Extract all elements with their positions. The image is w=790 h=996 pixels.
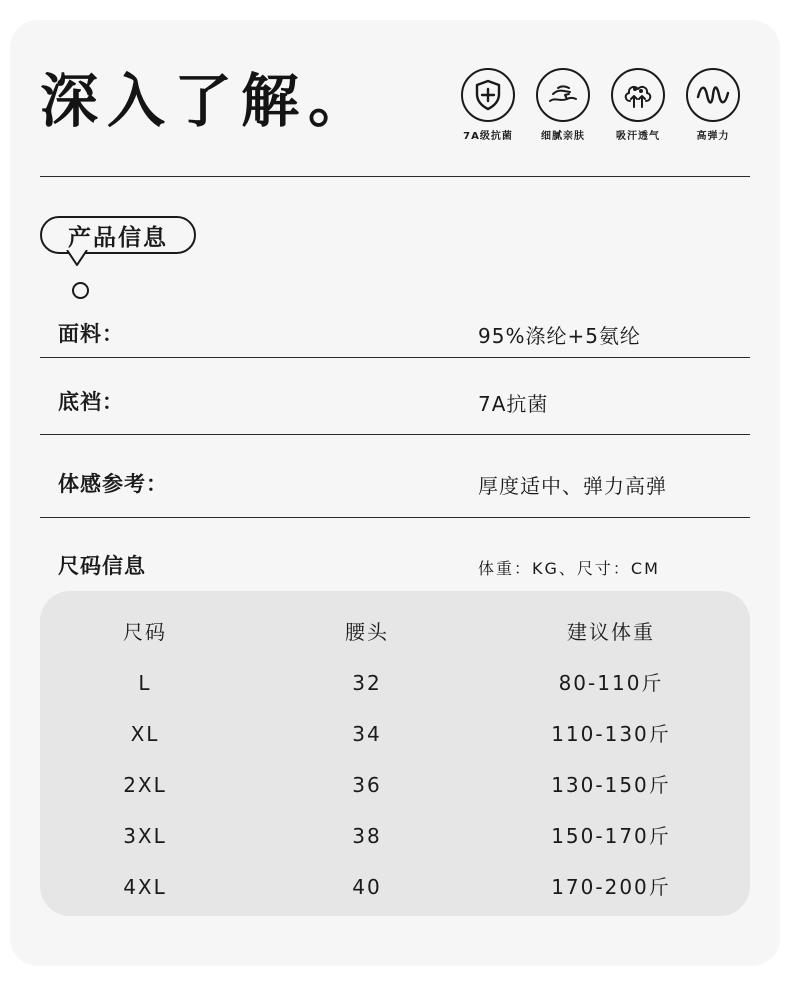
badge-label: 细腻亲肤 [541,131,585,142]
shield-plus-icon [461,68,515,122]
table-row [40,770,750,800]
size-cell: 2XL [123,773,167,797]
badge-breathable [600,68,676,142]
waist-cell: 40 [352,875,382,899]
unit-note: 体重：KG、尺寸：CM [478,559,660,578]
bubble-dot [72,282,89,299]
waist-cell: 34 [352,722,382,746]
column-header: 尺码 [123,620,167,644]
weight-cell: 130-150斤 [551,773,671,797]
size-cell: 4XL [123,875,167,899]
badge-label: 7A级抗菌 [463,131,513,142]
waist-cell: 36 [352,773,382,797]
badge-label: 吸汗透气 [616,131,660,142]
page-title: 深入了解。 [40,67,376,135]
feel-label: 体感参考： [58,472,168,496]
table-row [40,872,750,902]
bubble-tail [66,250,88,268]
tree-arrows-icon [611,68,665,122]
crotch-value: 7A抗菌 [478,392,549,416]
hand-wave-icon [536,68,590,122]
weight-cell: 170-200斤 [551,875,671,899]
row-divider [40,357,750,358]
feel-value: 厚度适中、弹力高弹 [478,474,667,498]
column-header: 建议体重 [567,620,655,644]
size-info-label: 尺码信息 [58,554,146,578]
table-row [40,719,750,749]
badge-antibacterial [450,68,526,142]
badge-label: 高弹力 [696,131,730,142]
table-row [40,821,750,851]
header-divider [40,176,750,177]
size-table [40,591,750,916]
row-divider [40,517,750,518]
column-header: 腰头 [345,620,389,644]
crotch-label: 底裆： [58,390,124,414]
weight-cell: 80-110斤 [558,671,664,695]
row-divider [40,434,750,435]
badge-elastic [675,68,751,142]
wave-coil-icon [686,68,740,122]
fabric-label: 面料： [58,322,124,346]
size-cell: XL [130,722,160,746]
feature-badges [450,68,740,148]
size-cell: L [138,671,152,695]
section-heading-bubble: 产品信息 [40,216,196,254]
weight-cell: 150-170斤 [551,824,671,848]
table-header-row [40,617,750,647]
weight-cell: 110-130斤 [551,722,671,746]
badge-skin-friendly [525,68,601,142]
table-row [40,668,750,698]
size-cell: 3XL [123,824,167,848]
waist-cell: 32 [352,671,382,695]
waist-cell: 38 [352,824,382,848]
fabric-value: 95%涤纶+5氨纶 [478,324,641,348]
